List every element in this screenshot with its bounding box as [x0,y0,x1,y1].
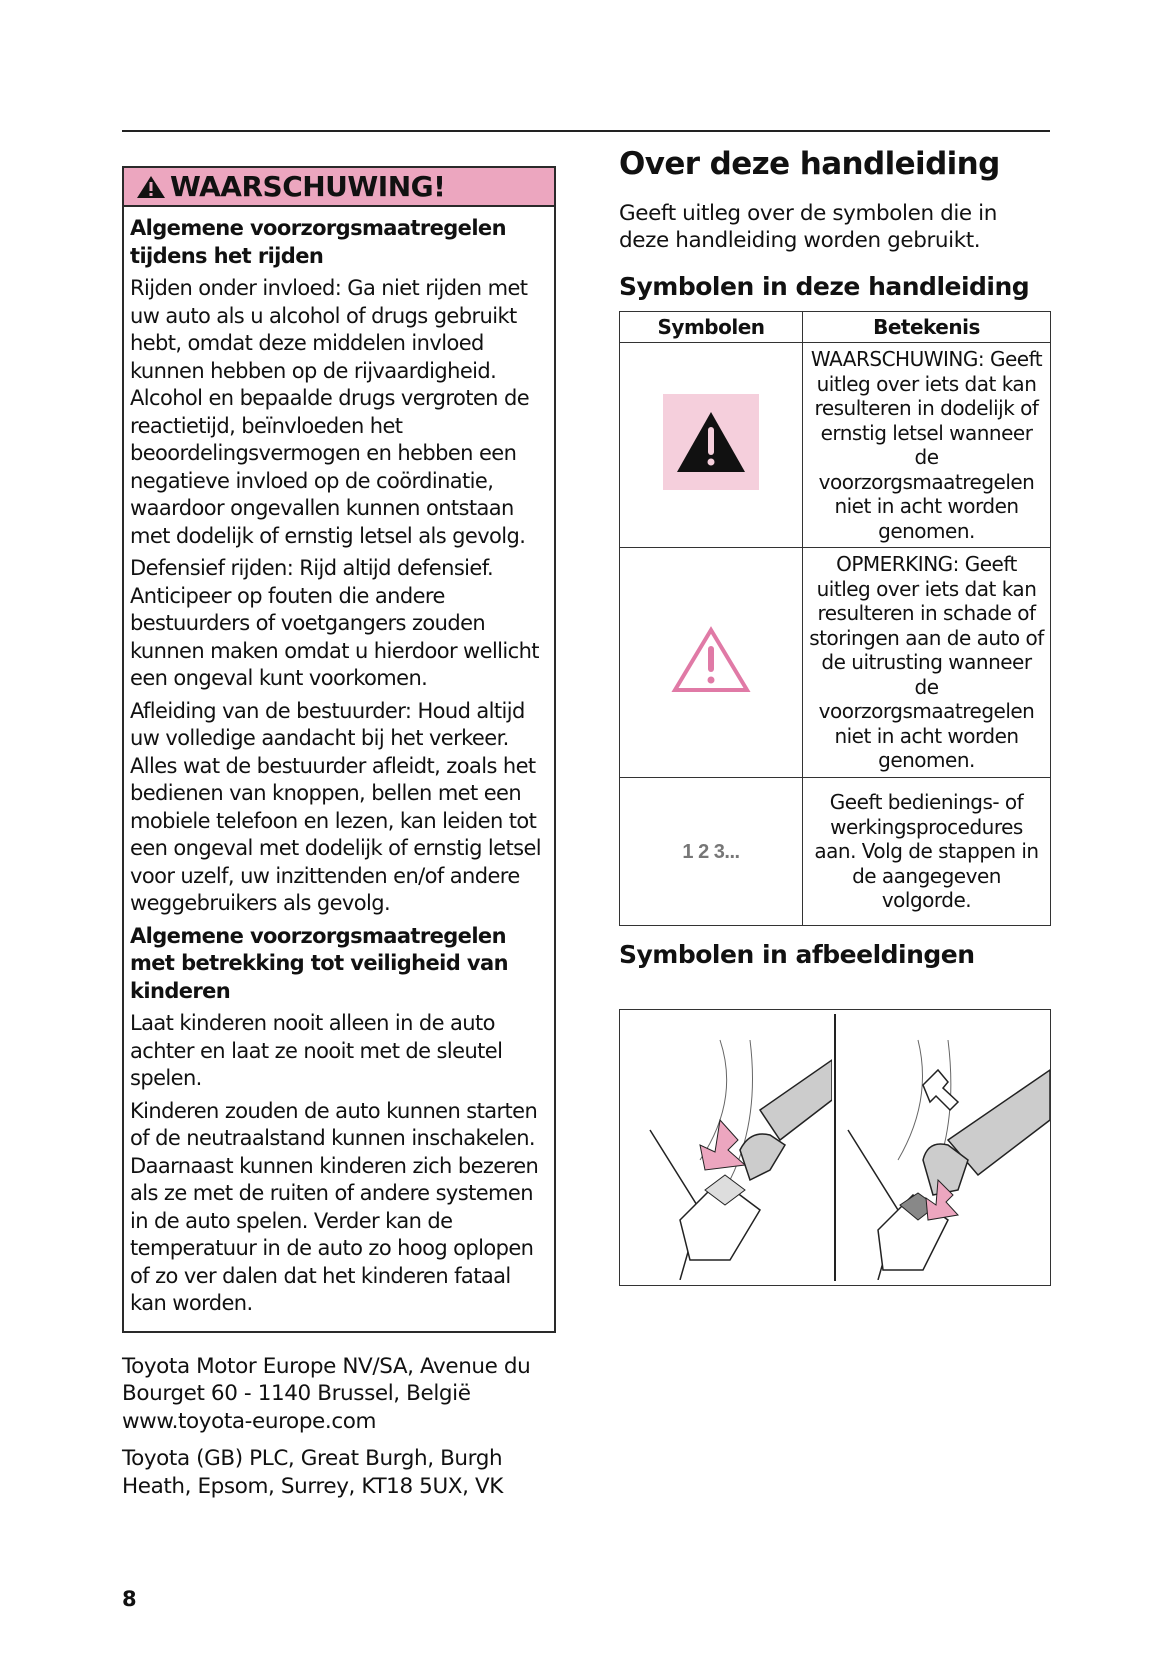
section-heading: Algemene voorzorgsmaatregelen tijdens het rijden [130,216,506,268]
warning-filled-triangle-icon [663,394,759,490]
warning-triangle-icon [136,175,166,199]
addresses [122,1353,556,1501]
figure-divider [834,1014,836,1281]
warning-body [124,207,554,1331]
symbols-table [619,311,1051,926]
address-gb: Toyota (GB) PLC, Great Burgh, Burgh Heath, Epsom, Surrey, KT18 5UX, VK [122,1446,503,1499]
paragraph: Rijden onder invloed: Ga niet rijden met uw auto als u alcohol of drugs gebruikt hebt, omdat deze middelen invloed kunnen hebben op de rijvaardigheid. Alcohol en bepaalde drugs vergroten de reactietijd, beïnvloeden het beoordelingsvermogen en hebben een negatieve invloed op de coördinatie, waardoor ongevallen kunnen ontstaan met dodelijk of ernstig letsel als gevolg. [130,276,530,548]
paragraph: Afleiding van de bestuurder: Houd altijd uw volledige aandacht bij het verkeer. Alles wat de bestuurder afleidt, zoals het bedienen van knoppen, bellen met een mobiele telefoon en lezen, kan leiden tot een ongeval met dodelijk of ernstig letsel voor uzelf, uw inzittenden en/of andere weggebruikers als gevolg. [130,698,542,915]
meaning-cell: Geeft bedienings- of werkingsprocedures aan. Volg de stappen in de aangegeven volgorde. [803,778,1051,926]
col-header-meaning: Betekenis [803,312,1051,343]
seatbelt-release-illustration [838,1010,1050,1280]
left-column [122,166,556,1510]
warning-header [124,168,554,207]
step-sequence-icon: 1 2 3... [682,840,740,863]
seatbelt-insert-illustration [620,1010,832,1280]
table-row [620,343,1051,548]
warning-box [122,166,556,1333]
table-row [620,778,1051,926]
paragraph: Kinderen zouden de auto kunnen starten of de neutraalstand kunnen inschakelen. Daarnaast kunnen kinderen zich bezeren als ze met de ruiten of andere systemen in de auto spelen. Verder kan de temperatuur in de auto zo hoog oplopen of zo ver dalen dat het kinderen fataal kan worden. [130,1098,539,1315]
right-column [619,146,1051,1286]
page-title: Over deze handleiding [619,146,1000,182]
figures-heading: Symbolen in afbeeldingen [619,940,975,969]
table-row [620,548,1051,778]
address-tme: Toyota Motor Europe NV/SA, Avenue du Bourget 60 - 1140 Brussel, België www.toyota-europe.com [122,1353,531,1434]
meaning-cell: WAARSCHUWING: Geeft uitleg over iets dat kan resulteren in dodelijk of ernstig letsel wanneer de voorzorgsmaatregelen niet in acht worden genomen. [803,343,1051,548]
intro-text: Geeft uitleg over de symbolen die in deze handleiding worden gebruikt. [619,201,997,253]
page-number: 8 [122,1587,137,1611]
paragraph: Defensief rijden: Rijd altijd defensief. Anticipeer op fouten die andere bestuurders of voetgangers zouden kunnen maken omdat u hierdoor wellicht een ongeval kunt voorkomen. [130,556,539,690]
section-heading: Algemene voorzorgsmaatregelen met betrekking tot veiligheid van kinderen [130,923,508,1003]
caution-outline-triangle-icon [671,626,751,694]
paragraph: Laat kinderen nooit alleen in de auto achter en laat ze nooit met de sleutel spelen. [130,1011,503,1090]
seatbelt-illustration [619,1009,1051,1286]
col-header-symbols: Symbolen [620,312,803,343]
meaning-cell: OPMERKING: Geeft uitleg over iets dat kan resulteren in schade of storingen aan de auto of de uitrusting wanneer de voorzorgsmaatregelen niet in acht worden genomen. [803,548,1051,778]
top-rule [122,130,1050,132]
symbols-heading: Symbolen in deze handleiding [619,272,1030,301]
warning-title: WAARSCHUWING! [170,170,446,203]
